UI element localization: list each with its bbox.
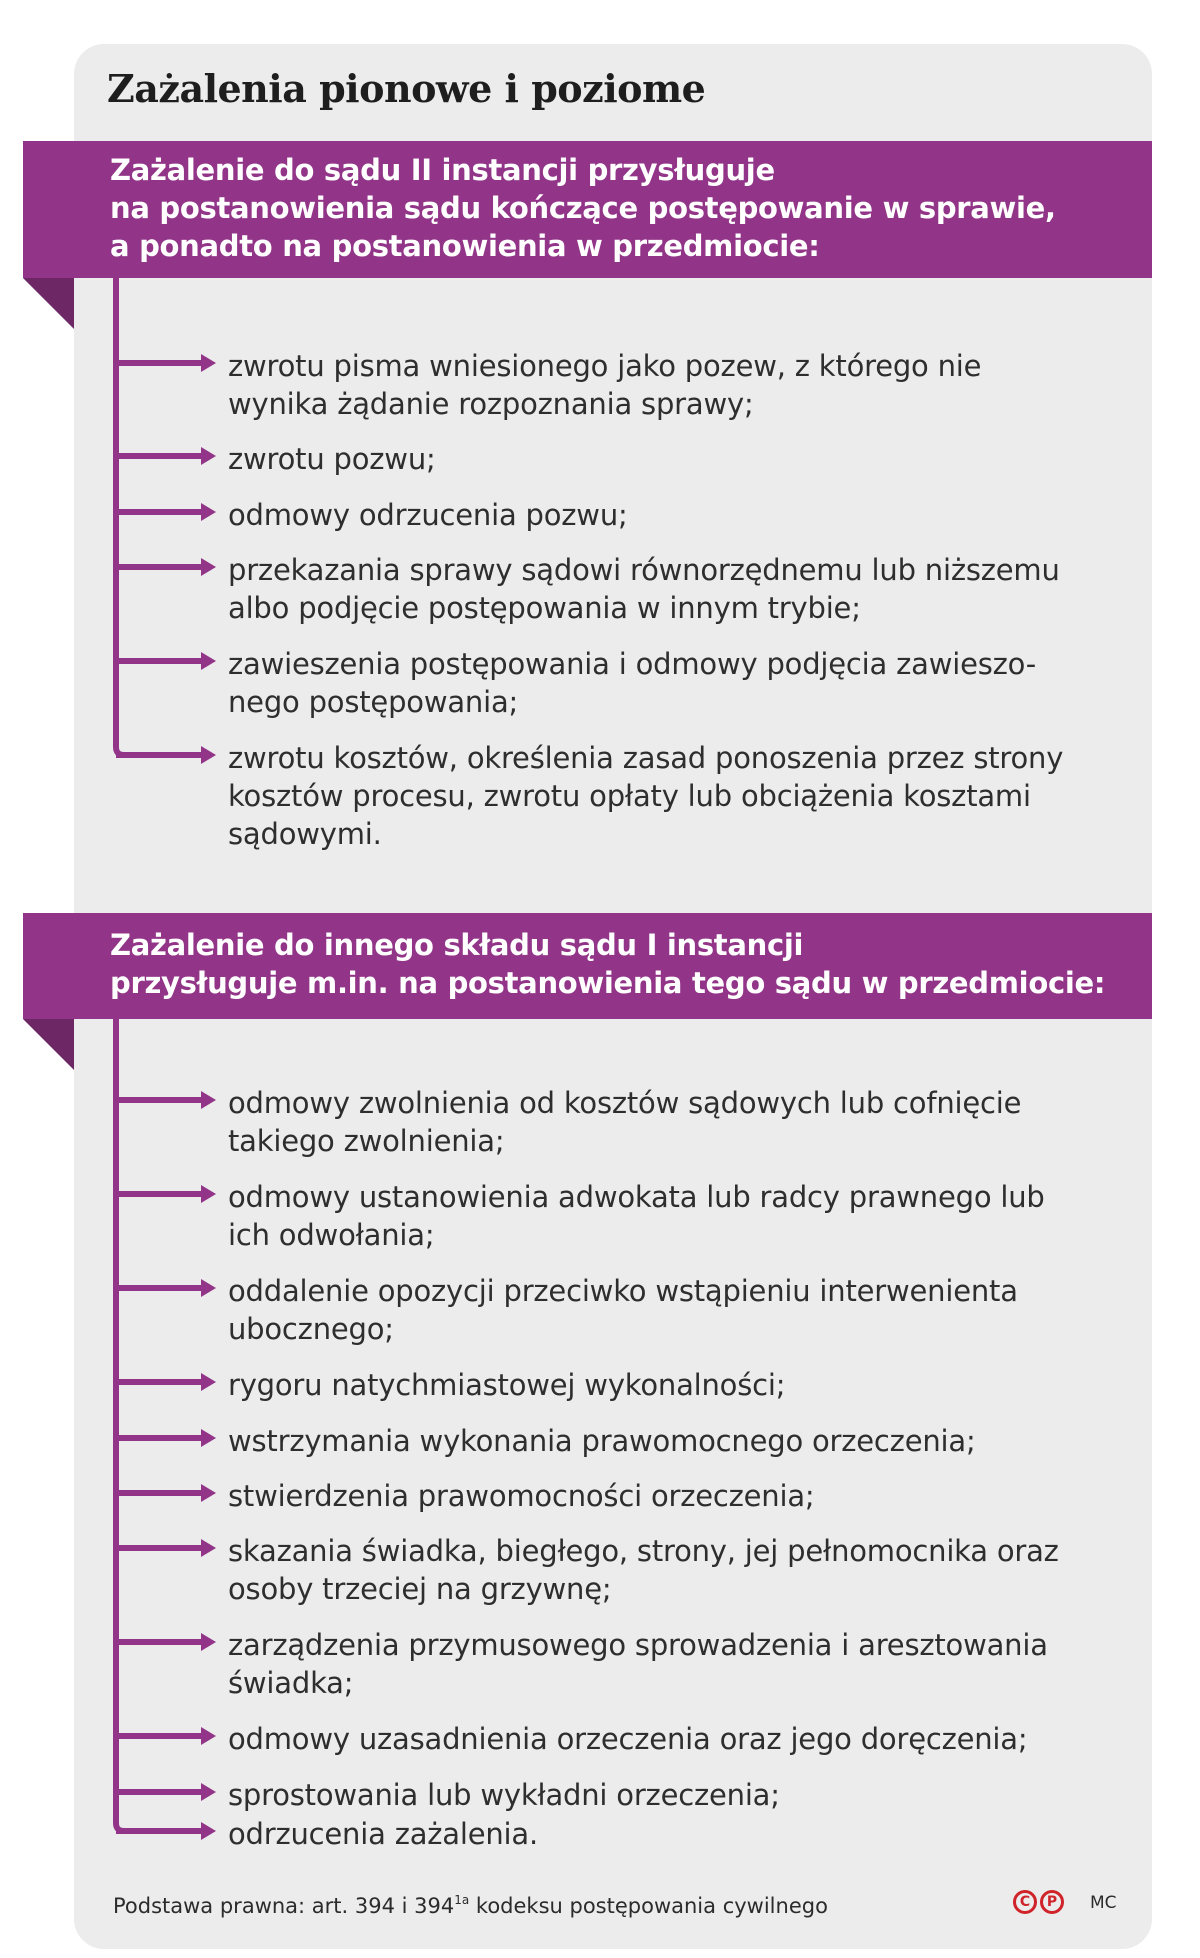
section-1-heading-line: a ponadto na postanowienia w przedmiocie: [110,229,820,263]
arrow-head-icon [201,1373,216,1391]
list-item-line: oddalenie opozycji przeciwko wstąpieniu interwenienta [228,1274,1018,1308]
arrow-head-icon [201,447,216,465]
section-1-connector-tree [116,278,216,764]
list-item-line: zarządzenia przymusowego sprowadzenia i aresztowania [228,1628,1048,1662]
arrow-head-icon [201,652,216,670]
author-initials: MC [1090,1893,1117,1913]
list-item-line: odrzucenia zażalenia. [228,1817,538,1851]
list-item-line: osoby trzeciej na grzywnę; [228,1572,612,1606]
legal-basis-suffix: kodeksu postępowania cywilnego [469,1894,828,1918]
copyright-logo [1013,1890,1064,1914]
list-item [228,1477,1128,1515]
arrow-head-icon [201,1822,216,1840]
list-item [228,1366,1128,1404]
trunk-line [116,278,124,755]
list-item [228,551,1128,627]
arrow-head-icon [201,746,216,764]
list-item [228,1532,1128,1608]
section-2-connector-tree [116,1019,216,1840]
list-item [228,1720,1128,1758]
list-item-line: zwrotu pisma wniesionego jako pozew, z którego nie [228,349,982,383]
arrow-head-icon [201,1783,216,1801]
list-item-line: wstrzymania wykonania prawomocnego orzeczenia; [228,1424,976,1458]
list-item-line: skazania świadka, biegłego, strony, jej pełnomocnika oraz [228,1534,1059,1568]
arrow-head-icon [201,1633,216,1651]
list-item-line: takiego zwolnienia; [228,1124,505,1158]
list-item-line: kosztów procesu, zwrotu opłaty lub obciążenia kosztami [228,779,1031,813]
arrow-head-icon [201,503,216,521]
trunk-line [116,1019,124,1831]
list-item [228,1626,1128,1702]
section-2-heading-line: Zażalenie do innego składu sądu I instancji [110,928,804,962]
list-item-line: ich odwołania; [228,1218,435,1252]
list-item-line: przekazania sprawy sądowi równorzędnemu lub niższemu [228,553,1060,587]
list-item-line: wynika żądanie rozpoznania sprawy; [228,387,754,421]
list-item-line: albo podjęcie postępowania w innym trybie; [228,591,861,625]
list-item [228,739,1128,853]
list-item-line: stwierdzenia prawomocności orzeczenia; [228,1479,815,1513]
list-item-line: zawieszenia postępowania i odmowy podjęcia zawieszo- [228,647,1037,681]
list-item [228,1776,1128,1814]
page-title: Zażalenia pionowe i poziome [107,66,706,111]
arrow-head-icon [201,1429,216,1447]
list-item-line: świadka; [228,1666,354,1700]
list-item-line: sądowymi. [228,817,382,851]
list-item [228,347,1128,423]
section-1-heading-line: Zażalenie do sądu II instancji przysługuje [110,153,775,187]
arrow-head-icon [201,1539,216,1557]
list-item [228,1815,1128,1853]
list-item-line: odmowy uzasadnienia orzeczenia oraz jego doręczenia; [228,1722,1028,1756]
list-item [228,1422,1128,1460]
list-item-line: zwrotu pozwu; [228,442,436,476]
list-item [228,1084,1128,1160]
list-item [228,440,1128,478]
arrow-head-icon [201,1279,216,1297]
legal-basis-note [113,1893,828,1918]
list-item [228,645,1128,721]
arrow-head-icon [201,1727,216,1745]
list-item-line: odmowy zwolnienia od kosztów sądowych lub cofnięcie [228,1086,1022,1120]
list-item-line: odmowy odrzucenia pozwu; [228,498,628,532]
arrow-head-icon [201,558,216,576]
list-item [228,1178,1128,1254]
arrow-head-icon [201,1185,216,1203]
list-item [228,496,1128,534]
copyright-p-icon: P [1040,1890,1064,1914]
list-item-line: rygoru natychmiastowej wykonalności; [228,1368,786,1402]
list-item-line: odmowy ustanowienia adwokata lub radcy prawnego lub [228,1180,1045,1214]
copyright-c-icon: C [1013,1890,1037,1914]
list-item [228,1272,1128,1348]
list-item-line: zwrotu kosztów, określenia zasad ponoszenia przez strony [228,741,1064,775]
list-item-line: ubocznego; [228,1312,394,1346]
section-2-heading-line: przysługuje m.in. na postanowienia tego sądu w przedmiocie: [110,966,1106,1000]
list-item-line: sprostowania lub wykładni orzeczenia; [228,1778,780,1812]
arrow-head-icon [201,1091,216,1109]
arrow-head-icon [201,1484,216,1502]
arrow-head-icon [201,354,216,372]
section-1-heading-line: na postanowienia sądu kończące postępowanie w sprawie, [110,191,1056,225]
list-item-line: nego postępowania; [228,685,519,719]
legal-basis-prefix: Podstawa prawna: art. 394 i 394 [113,1894,455,1918]
legal-basis-superscript: 1a [454,1893,470,1907]
